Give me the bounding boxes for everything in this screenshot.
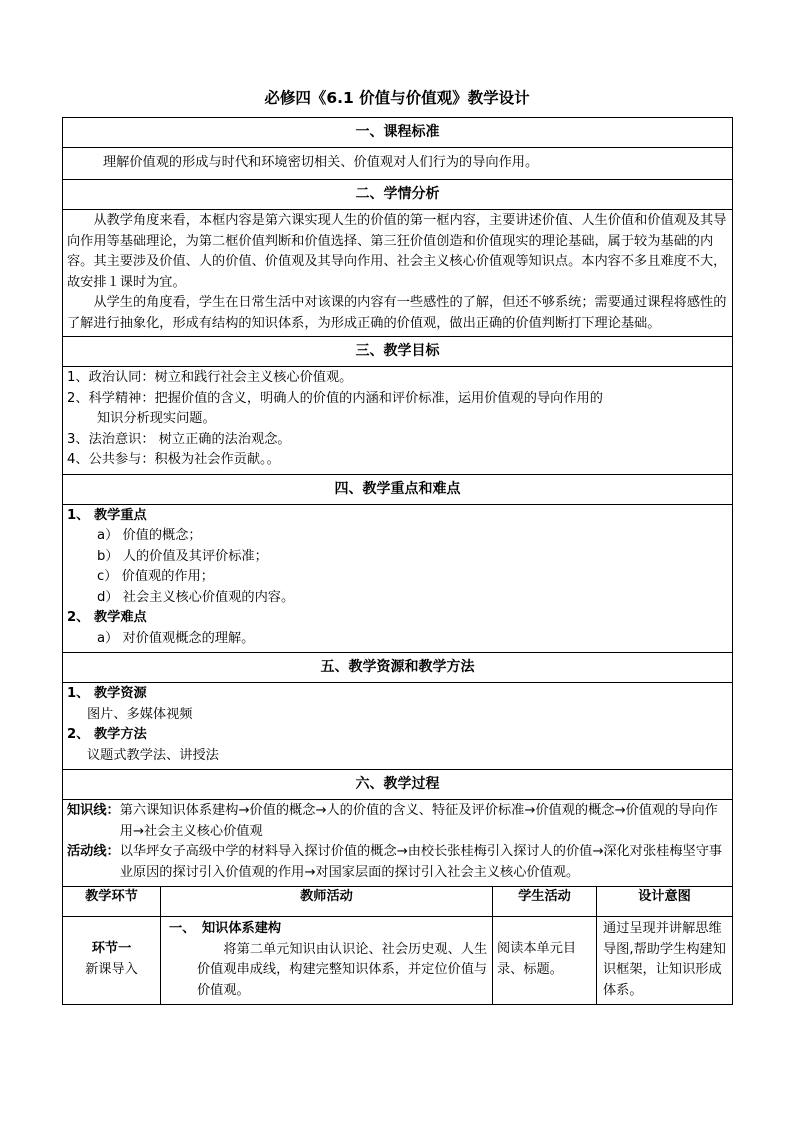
objectives-block <box>63 367 733 475</box>
header-stage: 教学环节 <box>63 887 161 917</box>
lesson-plan-table <box>62 117 733 1005</box>
objective-item: 4、公共参与：积极为社会作贡献。。 <box>67 452 280 467</box>
key-points-title: 1、 教学重点 <box>67 507 147 523</box>
header-intent: 设计意图 <box>597 887 733 917</box>
activity-line <box>67 842 728 883</box>
section-heading-objectives: 三、教学目标 <box>63 337 733 367</box>
activity-line-text: 以华坪女子高级中学的材料导入探讨价值的概念→由校长张桂梅引入探讨人的价值→深化对张桂梅坚守事业原因的探讨引入价值观的作用→对国家层面的探讨引入社会主义核心价值观。 <box>119 844 723 880</box>
difficulty-item: a） 对价值观概念的理解。 <box>97 630 255 646</box>
stage-subtitle: 新课导入 <box>85 961 138 977</box>
header-student: 学生活动 <box>493 887 597 917</box>
resources-text: 图片、多媒体视频 <box>87 706 193 722</box>
analysis-paragraph: 从学生的角度看，学生在日常生活中对该课的内容有一些感性的了解，但还不够系统；需要通过课程将感性的了解进行抽象化，形成有结构的知识体系，为形成正确的价值观，做出正确的价值判断打下理论基础。 <box>67 295 727 331</box>
knowledge-line-text: 第六课知识体系建构→价值的概念→人的价值的含义、特征及评价标准→价值观的概念→价值观的导向作用→社会主义核心价值观 <box>119 803 718 839</box>
resources-block <box>63 683 733 770</box>
stage-title: 环节一 <box>91 941 132 956</box>
teacher-activity-cell <box>161 917 493 1005</box>
stage-cell <box>63 917 161 1005</box>
standards-text: 理解价值观的形成与时代和环境密切相关、价值观对人们行为的导向作用。 <box>63 148 733 180</box>
process-lines-block <box>63 800 733 887</box>
process-table-header <box>63 887 733 917</box>
methods-title: 2、 教学方法 <box>67 727 147 742</box>
analysis-block <box>63 210 733 337</box>
resources-title: 1、 教学资源 <box>67 686 147 701</box>
key-point-item: d） 社会主义核心价值观的内容。 <box>97 589 295 605</box>
document-title: 必修四《6.1 价值与价值观》教学设计 <box>264 89 530 107</box>
section-heading-key-points: 四、教学重点和难点 <box>63 474 733 504</box>
methods-text: 议题式教学法、讲授法 <box>87 747 219 763</box>
objective-item: 3、法治意识： 树立正确的法治观念。 <box>67 431 291 447</box>
section-heading-standards: 一、课程标准 <box>63 118 733 148</box>
key-points-block <box>63 504 733 653</box>
objective-item: 2、科学精神：把握价值的含义，明确人的价值的内涵和评价标准，运用价值观的导向作用的 <box>67 390 603 406</box>
objective-item-continued: 知识分析现实问题。 <box>97 411 216 426</box>
key-point-item: b） 人的价值及其评价标准； <box>97 548 268 564</box>
design-intent-cell: 通过呈现并讲解思维导图,帮助学生构建知识框架，让知识形成体系。 <box>597 917 733 1005</box>
activity-line-label: 活动线： <box>67 844 120 859</box>
knowledge-line-label: 知识线： <box>67 803 120 818</box>
key-point-item: a） 价值的概念； <box>97 528 202 543</box>
teacher-activity-heading: 一、 知识体系建构 <box>169 921 282 936</box>
student-activity-cell: 阅读本单元目录、标题。 <box>493 917 597 1005</box>
objective-item: 1、政治认同：树立和践行社会主义核心价值观。 <box>67 370 353 385</box>
header-teacher: 教师活动 <box>161 887 493 917</box>
section-heading-resources: 五、教学资源和教学方法 <box>63 653 733 683</box>
analysis-paragraph: 从教学角度来看，本框内容是第六课实现人生的价值的第一框内容，主要讲述价值、人生价值和价值观及其导向作用等基础理论，为第二框价值判断和价值选择、第三狂价值创造和价值现实的理论基础，属于较为基础的内容。其主要涉及价值、人的价值、价值观及其导向作用、社会主义核心价值观等知识点。本内容不多且难度不大，故安排１课时为宜。 <box>67 213 727 290</box>
process-row <box>63 917 733 1005</box>
knowledge-line <box>67 801 728 842</box>
difficulties-title: 2、 教学难点 <box>67 610 147 625</box>
section-heading-analysis: 二、学情分析 <box>63 180 733 210</box>
section-heading-process: 六、教学过程 <box>63 770 733 800</box>
teacher-activity-text: 将第二单元知识由认识论、社会历史观、人生价值观串成线，构建完整知识体系，并定位价值与价值观。 <box>197 941 488 998</box>
key-point-item: c） 价值观的作用； <box>97 569 214 584</box>
